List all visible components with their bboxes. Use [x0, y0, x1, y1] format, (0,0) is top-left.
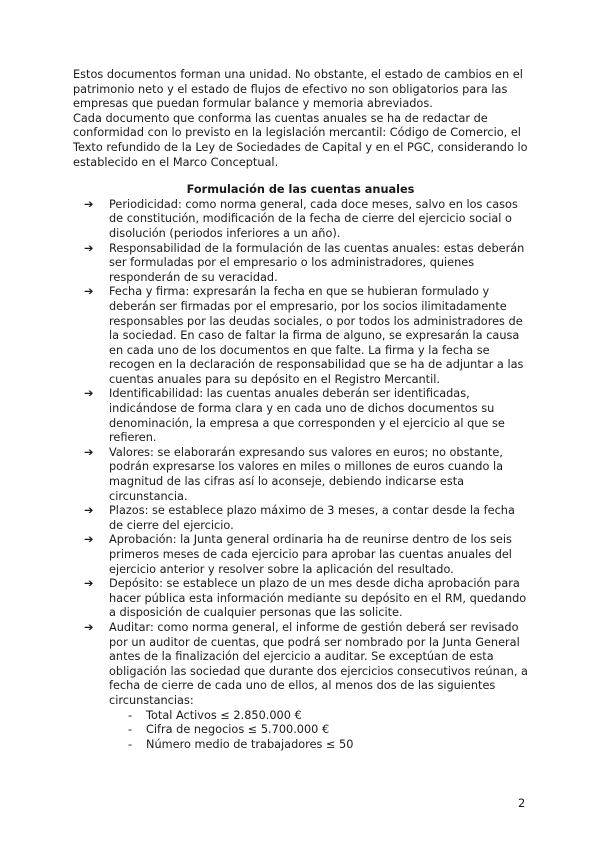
sub-list-item-text: Número medio de trabajadores ≤ 50	[146, 737, 354, 751]
list-item-text: Identificabilidad: las cuentas anuales deberán ser identificadas, indicándose de forma clara y en cada uno de dichos documentos su denominación, la empresa a que corresponden y el ejercicio al que se refieren.	[109, 387, 505, 445]
bullet-list	[73, 198, 528, 709]
list-item	[73, 504, 528, 533]
arrow-icon: ➔	[84, 445, 94, 459]
list-item-text: Responsabilidad de la formulación de las cuentas anuales: estas deberán ser formuladas por el empresario o los administradores, quienes responderán de su veracidad.	[109, 241, 525, 284]
dash-icon: -	[128, 723, 133, 737]
dash-icon: -	[128, 737, 133, 751]
arrow-icon: ➔	[84, 387, 94, 401]
dash-icon: -	[128, 708, 133, 722]
arrow-icon: ➔	[84, 620, 94, 634]
list-item	[73, 577, 528, 621]
list-item-text: Aprobación: la Junta general ordinaria ha de reunirse dentro de los seis primeros meses de cada ejercicio para aprobar las cuentas anuales del ejercicio anterior y resolver sobre la aplicación del resultado.	[109, 533, 512, 576]
list-item	[73, 198, 528, 242]
list-item-text: Fecha y firma: expresarán la fecha en que se hubieran formulado y deberán ser firmadas por el empresario, por los socios ilimitadamente responsables por las deudas sociales, o por todos los administradores de la sociedad. En caso de faltar la firma de alguno, se expresarán la causa en cada uno de los documentos en que falte. La firma y la fecha se recogen en la declaración de responsabilidad que se ha de adjuntar a las cuentas anuales para su depósito en el Registro Mercantil.	[109, 285, 524, 386]
sub-list-item-text: Cifra de negocios ≤ 5.700.000 €	[146, 723, 330, 737]
page-number: 2	[518, 796, 526, 810]
sub-list-item	[73, 709, 528, 724]
list-item-text: Depósito: se establece un plazo de un mes desde dicha aprobación para hacer pública esta información mediante su depósito en el RM, quedando a disposición de cualquier personas que las solicite.	[109, 577, 527, 620]
arrow-icon: ➔	[84, 197, 94, 211]
arrow-icon: ➔	[84, 285, 94, 299]
sub-list-item	[73, 723, 528, 738]
sub-list	[73, 709, 528, 753]
document-body	[73, 68, 528, 752]
intro-paragraph-1: Estos documentos forman una unidad. No obstante, el estado de cambios en el patrimonio neto y el estado de flujos de efectivo no son obligatorios para las empresas que puedan formular balance y memoria abreviados.	[73, 68, 523, 111]
arrow-icon: ➔	[84, 504, 94, 518]
sub-list-item	[73, 738, 528, 753]
list-item-text: Auditar: como norma general, el informe de gestión deberá ser revisado por un auditor de cuentas, que podrá ser nombrado por la Junta General antes de la finalización del ejercicio a auditar. Se exceptúan de esta obligación las sociedad que durante dos ejercicios consecutivos reúnan, a fecha de cierre de cada uno de ellos, al menos dos de las siguientes circunstancias:	[109, 620, 528, 707]
list-item	[73, 242, 528, 286]
list-item	[73, 533, 528, 577]
arrow-icon: ➔	[84, 533, 94, 547]
list-item	[73, 446, 528, 504]
list-item-text: Plazos: se establece plazo máximo de 3 meses, a contar desde la fecha de cierre del ejercicio.	[109, 504, 515, 532]
sub-list-item-text: Total Activos ≤ 2.850.000 €	[146, 708, 302, 722]
section-title: Formulación de las cuentas anuales	[186, 183, 415, 197]
list-item	[73, 285, 528, 387]
list-item-text: Periodicidad: como norma general, cada doce meses, salvo en los casos de constitución, modificación de la fecha de cierre del ejercicio social o disolución (periodos inferiores a un año).	[109, 197, 518, 240]
intro-paragraph-2: Cada documento que conforma las cuentas anuales se ha de redactar de conformidad con lo previsto en la legislación mercantil: Código de Comercio, el Texto refundido de la Ley de Sociedades de Capital y en el PGC, considerando lo establecido en el Marco Conceptual.	[73, 111, 528, 169]
arrow-icon: ➔	[84, 241, 94, 255]
list-item	[73, 621, 528, 709]
list-item	[73, 387, 528, 445]
arrow-icon: ➔	[84, 577, 94, 591]
list-item-text: Valores: se elaborarán expresando sus valores en euros; no obstante, podrán expresarse los valores en miles o millones de euros cuando la magnitud de las cifras así lo aconseje, debiendo indicarse esta circunstancia.	[109, 445, 504, 503]
